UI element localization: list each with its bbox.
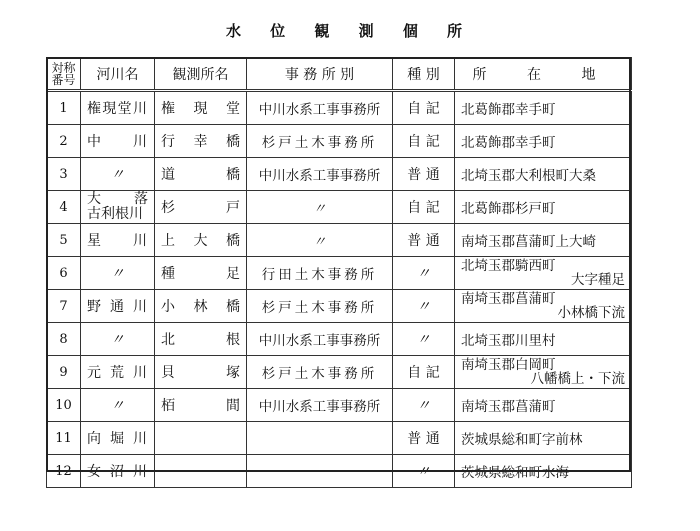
header-office: 事 務 所 別 [247, 58, 393, 91]
river-cell: 元 荒 川 [81, 356, 155, 389]
header-station: 観測所名 [155, 58, 247, 91]
location-cell: 北葛飾郡杉戸町 [455, 191, 632, 224]
kind-cell: 普 通 [393, 422, 455, 455]
kind-cell: 自 記 [393, 125, 455, 158]
row-number: 9 [47, 356, 81, 389]
station-cell: 行 幸 橋 [155, 125, 247, 158]
station-cell: 杉 戸 [155, 191, 247, 224]
location-cell: 南埼玉郡菖蒲町上大崎 [455, 224, 632, 257]
header-river: 河川名 [81, 58, 155, 91]
location-cell: 北葛飾郡幸手町 [455, 125, 632, 158]
location-cell: 北埼玉郡大利根町大桑 [455, 158, 632, 191]
office-cell: 〃 [247, 224, 393, 257]
office-cell: 杉戸土木事務所 [247, 290, 393, 323]
office-cell: 中川水系工事事務所 [247, 389, 393, 422]
location-line2: 小林橋下流 [557, 305, 625, 321]
row-number: 11 [47, 422, 81, 455]
row-number: 4 [47, 191, 81, 224]
station-cell: 貝 塚 [155, 356, 247, 389]
river-cell: 〃 [81, 323, 155, 356]
location-line1: 北埼玉郡騎西町 [461, 258, 556, 274]
river-cell: 野 通 川 [81, 290, 155, 323]
location-cell: 茨城県総和町字前林 [455, 422, 632, 455]
kind-cell: 自 記 [393, 356, 455, 389]
kind-cell: 普 通 [393, 224, 455, 257]
river-cell: 〃 [81, 158, 155, 191]
kind-cell: 自 記 [393, 91, 455, 125]
header-no-line2: 番号 [51, 72, 76, 87]
kind-cell: 〃 [393, 389, 455, 422]
station-cell: 小 林 橋 [155, 290, 247, 323]
table-outer-border [46, 57, 631, 472]
station-cell: 北 根 [155, 323, 247, 356]
row-number: 1 [47, 91, 81, 125]
location-line2: 八幡橋上・下流 [530, 371, 625, 387]
page-title: 水 位 観 測 個 所 [225, 22, 475, 40]
location-line1: 南埼玉郡菖蒲町 [461, 291, 556, 307]
kind-cell: 自 記 [393, 191, 455, 224]
river-cell: 向 堀 川 [81, 422, 155, 455]
row-number: 10 [47, 389, 81, 422]
location-cell: 茨城県総和町水海 [455, 455, 632, 488]
station-cell: 権 現 堂 [155, 91, 247, 125]
header-no-line1: 対称 [51, 60, 76, 75]
river-cell: 権現堂川 [81, 91, 155, 125]
location-cell: 北葛飾郡幸手町 [455, 91, 632, 125]
row-number: 12 [47, 455, 81, 488]
location-cell: 北埼玉郡川里村 [455, 323, 632, 356]
row-number: 5 [47, 224, 81, 257]
kind-cell: 〃 [393, 455, 455, 488]
row-number: 7 [47, 290, 81, 323]
river-cell: 〃 [81, 389, 155, 422]
river-cell: 女 沼 川 [81, 455, 155, 488]
river-cell: 中 川 [81, 125, 155, 158]
office-cell: 中川水系工事事務所 [247, 158, 393, 191]
office-cell: 杉戸土木事務所 [247, 356, 393, 389]
header-location: 所 在 地 [455, 58, 632, 91]
row-number: 3 [47, 158, 81, 191]
office-cell: 中川水系工事事務所 [247, 323, 393, 356]
station-cell: 上 大 橋 [155, 224, 247, 257]
row-number: 8 [47, 323, 81, 356]
row-number: 6 [47, 257, 81, 290]
location-line1: 南埼玉郡白岡町 [461, 357, 556, 373]
office-cell: 杉戸土木事務所 [247, 125, 393, 158]
row-number: 2 [47, 125, 81, 158]
station-cell: 栢 間 [155, 389, 247, 422]
kind-cell: 普 通 [393, 158, 455, 191]
location-line2: 大字種足 [571, 272, 625, 288]
header-kind: 種 別 [393, 58, 455, 91]
office-cell: 中川水系工事事務所 [247, 91, 393, 125]
river-line2: 古利根川 [87, 206, 143, 222]
station-cell: 種 足 [155, 257, 247, 290]
office-cell: 〃 [247, 191, 393, 224]
river-cell: 〃 [81, 257, 155, 290]
kind-cell: 〃 [393, 257, 455, 290]
office-cell: 行田土木事務所 [247, 257, 393, 290]
kind-cell: 〃 [393, 290, 455, 323]
location-cell: 南埼玉郡菖蒲町 [455, 389, 632, 422]
river-cell: 星 川 [81, 224, 155, 257]
river-line1: 大 落 [87, 191, 148, 207]
station-cell: 道 橋 [155, 158, 247, 191]
kind-cell: 〃 [393, 323, 455, 356]
